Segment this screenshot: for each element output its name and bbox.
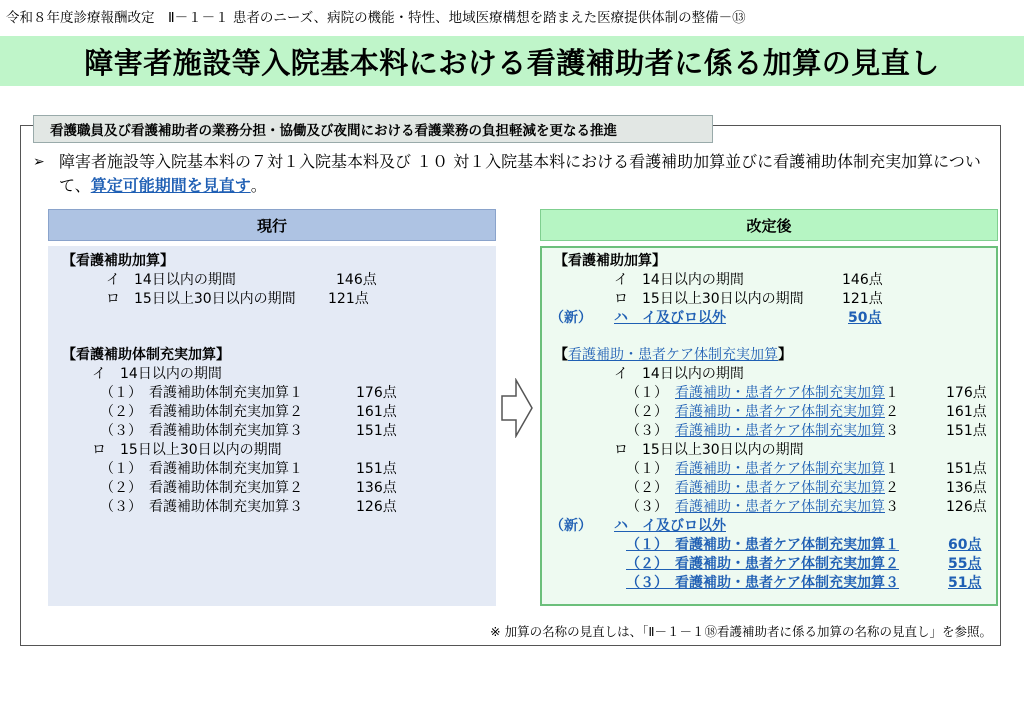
revised-item-name: 看護補助・患者ケア体制充実加算 (675, 499, 885, 515)
revised-sec2-i-3-label (626, 422, 899, 441)
revised-sec1-row3-points: 50点 (848, 310, 882, 326)
revised-new-tag-1: （新） (550, 310, 592, 326)
revised-sec2-ro-3-label (626, 498, 899, 517)
current-sec1-title: 【看護補助加算】 (62, 253, 174, 269)
current-sec2-ro-1-points: 151点 (356, 461, 397, 477)
current-sec1-row1-points: 146点 (336, 272, 377, 288)
current-sec2-ro-3-label: （３） 看護補助体制充実加算３ (100, 499, 303, 515)
current-sec2-i-2-points: 161点 (356, 404, 397, 420)
current-sec1-row1-label: イ 14日以内の期間 (106, 272, 236, 288)
current-sec2-ro-label: ロ 15日以上30日以内の期間 (92, 442, 282, 458)
revised-item-suffix: ３ (885, 423, 899, 439)
revised-sec1-row3-label: ハ イ及びロ以外 (614, 310, 726, 326)
revised-item-name: 看護補助・患者ケア体制充実加算 (675, 404, 885, 420)
footnote: ※ 加算の名称の見直しは、「Ⅱ－１－１⑱看護補助者に係る加算の名称の見直し」を参照。 (490, 624, 992, 639)
current-heading-text: 現行 (256, 216, 287, 235)
revised-sec2-ha-label: ハ イ及びロ以外 (614, 518, 726, 534)
revised-sec1-title: 【看護補助加算】 (554, 253, 666, 269)
current-heading (48, 209, 496, 241)
revised-num: （３） (626, 423, 661, 439)
current-sec2-ro-2-points: 136点 (356, 480, 397, 496)
header-breadcrumb: 令和８年度診療報酬改定 Ⅱ－１－１ 患者のニーズ、病院の機能・特性、地域医療構想を踏まえた医療提供体制の整備－⑬ (6, 10, 746, 26)
subheading (33, 115, 713, 143)
revised-heading-text: 改定後 (746, 216, 792, 235)
revised-sec1-row1-label: イ 14日以内の期間 (614, 272, 744, 288)
current-sec2-ro-1-label: （１） 看護補助体制充実加算１ (100, 461, 303, 477)
title-banner (0, 36, 1024, 86)
revised-sec2-title-main: 看護補助・患者ケア体制充実加算 (568, 347, 778, 363)
current-sec2-title: 【看護補助体制充実加算】 (62, 347, 230, 363)
revised-sec2-ha-2-label: （２） 看護補助・患者ケア体制充実加算２ (626, 556, 899, 572)
revised-sec1-row2-points: 121点 (842, 291, 883, 307)
bullet-text-main: 障害者施設等入院基本料の７対１入院基本料及び １０ 対１入院基本料における看護補助加算並びに看護補助体制充実加算について、 (59, 152, 981, 195)
revised-sec2-title (554, 346, 792, 365)
revised-sec2-ha-1-points: 60点 (948, 537, 982, 553)
right-arrow-icon (500, 378, 534, 438)
revised-sec2-i-2-points: 161点 (946, 404, 987, 420)
revised-item-suffix: ２ (885, 404, 899, 420)
current-sec2-ro-3-points: 126点 (356, 499, 397, 515)
current-sec2-i-1-points: 176点 (356, 385, 397, 401)
revised-num: （２） (626, 404, 661, 420)
revised-sec2-title-close: 】 (778, 347, 792, 363)
revised-sec2-i-2-label (626, 403, 899, 422)
revised-sec2-ha-1-label: （１） 看護補助・患者ケア体制充実加算１ (626, 537, 899, 553)
bullet-emphasis: 算定可能期間を見直す (90, 176, 251, 195)
revised-panel (540, 246, 998, 606)
revised-num: （１） (626, 385, 661, 401)
revised-sec2-i-label: イ 14日以内の期間 (614, 366, 744, 382)
page-title: 障害者施設等入院基本料における看護補助者に係る加算の見直し (84, 45, 940, 80)
current-sec1-row2-points: 121点 (328, 291, 369, 307)
revised-item-suffix: ３ (885, 499, 899, 515)
bullet-point (33, 150, 993, 198)
revised-sec2-i-1-points: 176点 (946, 385, 987, 401)
revised-item-name: 看護補助・患者ケア体制充実加算 (675, 480, 885, 496)
current-sec1-row2-label: ロ 15日以上30日以内の期間 (106, 291, 296, 307)
current-panel (48, 246, 496, 606)
revised-heading (540, 209, 998, 241)
revised-sec2-i-3-points: 151点 (946, 423, 987, 439)
arrow-bullet-icon: ➢ (33, 154, 45, 170)
revised-sec2-ha-3-label: （３） 看護補助・患者ケア体制充実加算３ (626, 575, 899, 591)
revised-sec2-ro-label: ロ 15日以上30日以内の期間 (614, 442, 804, 458)
revised-num: （１） (626, 461, 661, 477)
revised-num: （２） (626, 480, 661, 496)
revised-sec1-row2-label: ロ 15日以上30日以内の期間 (614, 291, 804, 307)
subheading-text: 看護職員及び看護補助者の業務分担・協働及び夜間における看護業務の負担軽減を更なる推進 (50, 123, 617, 139)
current-sec2-ro-2-label: （２） 看護補助体制充実加算２ (100, 480, 303, 496)
current-sec2-i-label: イ 14日以内の期間 (92, 366, 222, 382)
revised-sec2-ha-3-points: 51点 (948, 575, 982, 591)
bullet-text (59, 150, 993, 198)
current-sec2-i-3-label: （３） 看護補助体制充実加算３ (100, 423, 303, 439)
revised-sec2-ro-2-points: 136点 (946, 480, 987, 496)
revised-item-suffix: ２ (885, 480, 899, 496)
current-sec2-i-3-points: 151点 (356, 423, 397, 439)
revised-item-name: 看護補助・患者ケア体制充実加算 (675, 385, 885, 401)
revised-sec2-ro-2-label (626, 479, 899, 498)
revised-item-name: 看護補助・患者ケア体制充実加算 (675, 423, 885, 439)
revised-new-tag-2: （新） (550, 518, 592, 534)
current-sec2-i-2-label: （２） 看護補助体制充実加算２ (100, 404, 303, 420)
revised-item-suffix: １ (885, 385, 899, 401)
revised-num: （３） (626, 499, 661, 515)
revised-sec2-ro-1-points: 151点 (946, 461, 987, 477)
revised-sec2-ro-1-label (626, 460, 899, 479)
revised-sec2-i-1-label (626, 384, 899, 403)
revised-sec2-ha-2-points: 55点 (948, 556, 982, 572)
bullet-text-end: 。 (250, 176, 267, 195)
revised-item-name: 看護補助・患者ケア体制充実加算 (675, 461, 885, 477)
revised-sec2-ro-3-points: 126点 (946, 499, 987, 515)
revised-sec1-row1-points: 146点 (842, 272, 883, 288)
current-sec2-i-1-label: （１） 看護補助体制充実加算１ (100, 385, 303, 401)
revised-item-suffix: １ (885, 461, 899, 477)
revised-sec2-title-open: 【 (554, 347, 568, 363)
